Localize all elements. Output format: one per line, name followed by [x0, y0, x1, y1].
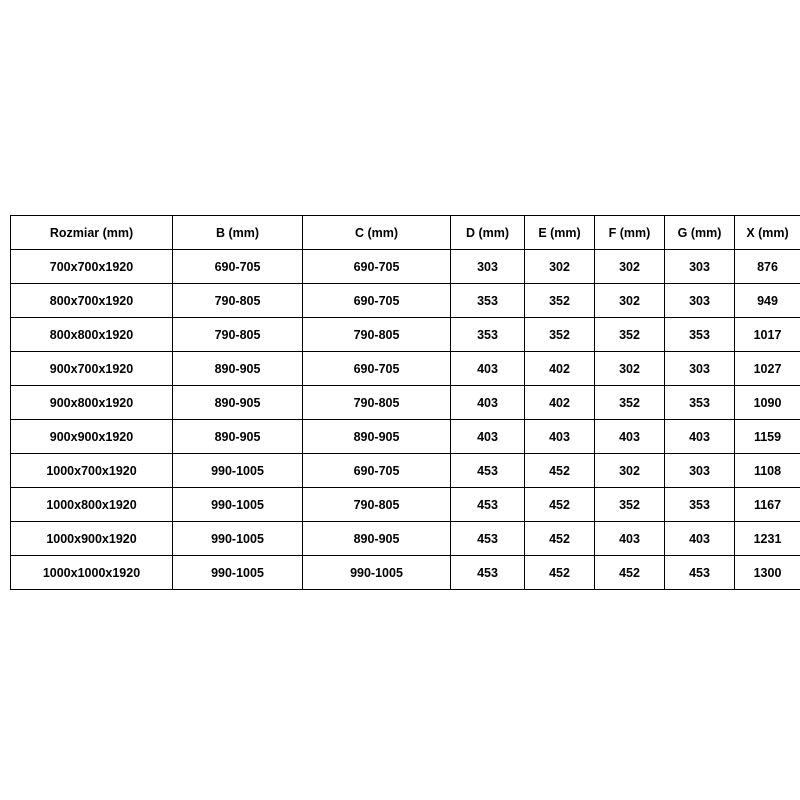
- column-header-size: Rozmiar (mm): [11, 216, 173, 250]
- table-row: [11, 284, 800, 318]
- table-row: [11, 522, 800, 556]
- cell-c: 790-805: [303, 318, 451, 352]
- cell-c: 990-1005: [303, 556, 451, 590]
- table-header-row: [11, 216, 800, 250]
- cell-size: 800x800x1920: [11, 318, 173, 352]
- cell-x: 1090: [735, 386, 800, 420]
- cell-d: 453: [451, 454, 525, 488]
- cell-g: 403: [665, 420, 735, 454]
- cell-g: 453: [665, 556, 735, 590]
- cell-c: 690-705: [303, 454, 451, 488]
- cell-g: 403: [665, 522, 735, 556]
- cell-g: 353: [665, 488, 735, 522]
- column-header-x: X (mm): [735, 216, 800, 250]
- cell-g: 353: [665, 386, 735, 420]
- cell-c: 690-705: [303, 250, 451, 284]
- table-row: [11, 420, 800, 454]
- table-row: [11, 318, 800, 352]
- cell-size: 1000x700x1920: [11, 454, 173, 488]
- cell-c: 790-805: [303, 386, 451, 420]
- cell-size: 900x900x1920: [11, 420, 173, 454]
- column-header-f: F (mm): [595, 216, 665, 250]
- cell-g: 303: [665, 250, 735, 284]
- cell-x: 1300: [735, 556, 800, 590]
- cell-size: 800x700x1920: [11, 284, 173, 318]
- cell-f: 352: [595, 318, 665, 352]
- cell-f: 403: [595, 522, 665, 556]
- cell-e: 402: [525, 386, 595, 420]
- cell-x: 1108: [735, 454, 800, 488]
- cell-e: 403: [525, 420, 595, 454]
- cell-size: 900x700x1920: [11, 352, 173, 386]
- cell-e: 352: [525, 284, 595, 318]
- cell-f: 302: [595, 284, 665, 318]
- cell-b: 990-1005: [173, 556, 303, 590]
- cell-b: 990-1005: [173, 522, 303, 556]
- cell-f: 302: [595, 454, 665, 488]
- cell-d: 453: [451, 522, 525, 556]
- cell-x: 1027: [735, 352, 800, 386]
- cell-f: 352: [595, 488, 665, 522]
- cell-x: 1231: [735, 522, 800, 556]
- table-row: [11, 386, 800, 420]
- table-row: [11, 488, 800, 522]
- cell-b: 990-1005: [173, 488, 303, 522]
- cell-e: 452: [525, 454, 595, 488]
- cell-g: 303: [665, 284, 735, 318]
- cell-f: 302: [595, 250, 665, 284]
- cell-x: 876: [735, 250, 800, 284]
- cell-f: 302: [595, 352, 665, 386]
- cell-g: 303: [665, 352, 735, 386]
- cell-c: 890-905: [303, 420, 451, 454]
- cell-g: 353: [665, 318, 735, 352]
- table-row: [11, 556, 800, 590]
- cell-b: 890-905: [173, 386, 303, 420]
- cell-e: 452: [525, 556, 595, 590]
- cell-size: 1000x900x1920: [11, 522, 173, 556]
- cell-x: 1159: [735, 420, 800, 454]
- cell-d: 353: [451, 284, 525, 318]
- cell-d: 353: [451, 318, 525, 352]
- cell-x: 1017: [735, 318, 800, 352]
- cell-d: 453: [451, 488, 525, 522]
- cell-c: 790-805: [303, 488, 451, 522]
- column-header-e: E (mm): [525, 216, 595, 250]
- cell-b: 690-705: [173, 250, 303, 284]
- cell-e: 302: [525, 250, 595, 284]
- cell-size: 900x800x1920: [11, 386, 173, 420]
- table-row: [11, 250, 800, 284]
- cell-size: 1000x800x1920: [11, 488, 173, 522]
- cell-x: 949: [735, 284, 800, 318]
- cell-f: 403: [595, 420, 665, 454]
- column-header-g: G (mm): [665, 216, 735, 250]
- cell-e: 402: [525, 352, 595, 386]
- cell-c: 690-705: [303, 284, 451, 318]
- cell-b: 990-1005: [173, 454, 303, 488]
- cell-c: 690-705: [303, 352, 451, 386]
- column-header-b: B (mm): [173, 216, 303, 250]
- column-header-c: C (mm): [303, 216, 451, 250]
- cell-e: 452: [525, 522, 595, 556]
- cell-e: 452: [525, 488, 595, 522]
- cell-size: 700x700x1920: [11, 250, 173, 284]
- cell-b: 890-905: [173, 352, 303, 386]
- table-row: [11, 352, 800, 386]
- cell-d: 303: [451, 250, 525, 284]
- dimensions-table-container: [10, 215, 790, 590]
- cell-d: 403: [451, 386, 525, 420]
- cell-b: 890-905: [173, 420, 303, 454]
- column-header-d: D (mm): [451, 216, 525, 250]
- cell-d: 453: [451, 556, 525, 590]
- cell-g: 303: [665, 454, 735, 488]
- cell-b: 790-805: [173, 318, 303, 352]
- cell-e: 352: [525, 318, 595, 352]
- table-row: [11, 454, 800, 488]
- dimensions-table: [10, 215, 800, 590]
- cell-f: 452: [595, 556, 665, 590]
- cell-x: 1167: [735, 488, 800, 522]
- cell-d: 403: [451, 352, 525, 386]
- cell-c: 890-905: [303, 522, 451, 556]
- cell-d: 403: [451, 420, 525, 454]
- cell-b: 790-805: [173, 284, 303, 318]
- cell-size: 1000x1000x1920: [11, 556, 173, 590]
- cell-f: 352: [595, 386, 665, 420]
